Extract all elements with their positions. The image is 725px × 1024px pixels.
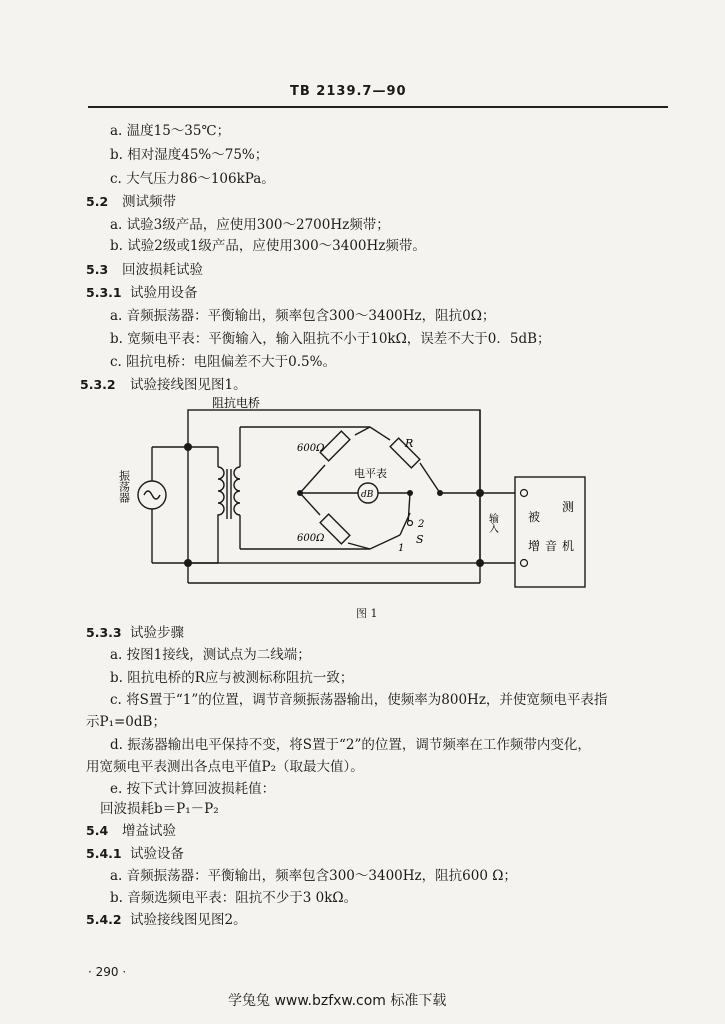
gain-equipment-a: a. 音频振荡器：平衡输出，频率包含300～3400Hz，阻抗600 Ω；: [110, 868, 517, 884]
subsection-number: 5.3.3: [86, 625, 122, 640]
section-number: 5.2: [86, 194, 109, 209]
oscillator-label: 振荡器: [117, 470, 131, 503]
dut-label-2: 测: [562, 500, 575, 514]
env-temperature: a. 温度15～35℃；: [110, 123, 231, 139]
step-b: b. 阻抗电桥的R应与被测标称阻抗一致；: [110, 670, 354, 686]
return-loss-formula: 回波损耗b＝P₁－P₂: [100, 801, 219, 817]
resistor-label-lower: 600Ω: [297, 533, 325, 544]
switch-label: S: [416, 533, 424, 546]
transformer-primary-icon: [218, 467, 224, 521]
env-pressure: c. 大气压力86～106kPa。: [110, 171, 275, 187]
dut-label-5: 机: [562, 539, 575, 553]
switch-position-2: 2: [418, 519, 425, 530]
meter-label: 电平表: [354, 467, 387, 480]
resistor-label-upper: 600Ω: [297, 443, 325, 454]
step-c-line2: 示P₁=0dB；: [86, 714, 166, 730]
subsection-text: 试验接线图见图1。: [130, 377, 247, 393]
section-title: 增益试验: [122, 823, 176, 839]
subsection-number: 5.3.2: [80, 377, 116, 392]
section-title: 回波损耗试验: [122, 262, 203, 278]
gain-equipment-b: b. 音频选频电平表：阻抗不少于3 0kΩ。: [110, 890, 358, 906]
resistor-600-upper-icon: [320, 431, 350, 461]
step-e: e. 按下式计算回波损耗值：: [110, 781, 276, 797]
subsection-number: 5.3.1: [86, 285, 122, 300]
step-c-line1: c. 将S置于“1”的位置，调节音频振荡器输出，使频率为800Hz，并使宽频电平表指: [110, 692, 608, 708]
document-code: TB 2139.7—90: [290, 84, 407, 99]
env-humidity: b. 相对湿度45%～75%；: [110, 147, 269, 163]
dut-label-1: 被: [528, 510, 541, 524]
step-d-line2: 用宽频电平表测出各点电平值P₂（取最大值）。: [86, 759, 364, 775]
subsection-title: 试验步骤: [130, 625, 184, 641]
section-number: 5.4: [86, 823, 109, 838]
subsection-text: 试验接线图见图2。: [130, 912, 247, 928]
figure-1-circuit: [100, 385, 600, 600]
subsection-title: 试验设备: [130, 846, 184, 862]
page-number: · 290 ·: [88, 965, 127, 979]
band-item-a: a. 试验3级产品，应使用300～2700Hz频带；: [110, 217, 390, 233]
step-a: a. 按图1接线，测试点为二线端；: [110, 647, 311, 663]
input-label: 输入: [486, 513, 498, 533]
equipment-item-c: c. 阻抗电桥：电阻偏差不大于0.5%。: [110, 354, 336, 370]
subsection-number: 5.4.1: [86, 846, 122, 861]
transformer-secondary-icon: [234, 467, 240, 515]
meter-symbol: dB: [361, 490, 374, 500]
figure-caption: 图 1: [356, 607, 378, 620]
resistor-600-lower-icon: [320, 514, 350, 544]
subsection-number: 5.4.2: [86, 912, 122, 927]
band-item-b: b. 试验2级或1级产品，应使用300～3400Hz频带。: [110, 238, 426, 254]
subsection-title: 试验用设备: [130, 285, 198, 301]
equipment-item-b: b. 宽频电平表：平衡输入，输入阻抗不小于10kΩ，误差不大于0．5dB；: [110, 331, 551, 347]
switch-position-1: 1: [398, 543, 405, 554]
section-number: 5.3: [86, 262, 109, 277]
step-d-line1: d. 振荡器输出电平保持不变，将S置于“2”的位置，调节频率在工作频带内变化，: [110, 737, 591, 753]
resistor-r-label: R: [405, 437, 414, 450]
section-title: 测试频带: [122, 194, 176, 210]
header-rule: [88, 106, 668, 108]
dut-label-3: 增: [528, 539, 541, 553]
equipment-item-a: a. 音频振荡器：平衡输出，频率包含300～3400Hz，阻抗0Ω；: [110, 308, 496, 324]
dut-label-4: 音: [545, 539, 558, 553]
bridge-label: 阻抗电桥: [212, 396, 261, 410]
watermark-text: 学兔兔 www.bzfxw.com 标准下载: [228, 993, 447, 1009]
